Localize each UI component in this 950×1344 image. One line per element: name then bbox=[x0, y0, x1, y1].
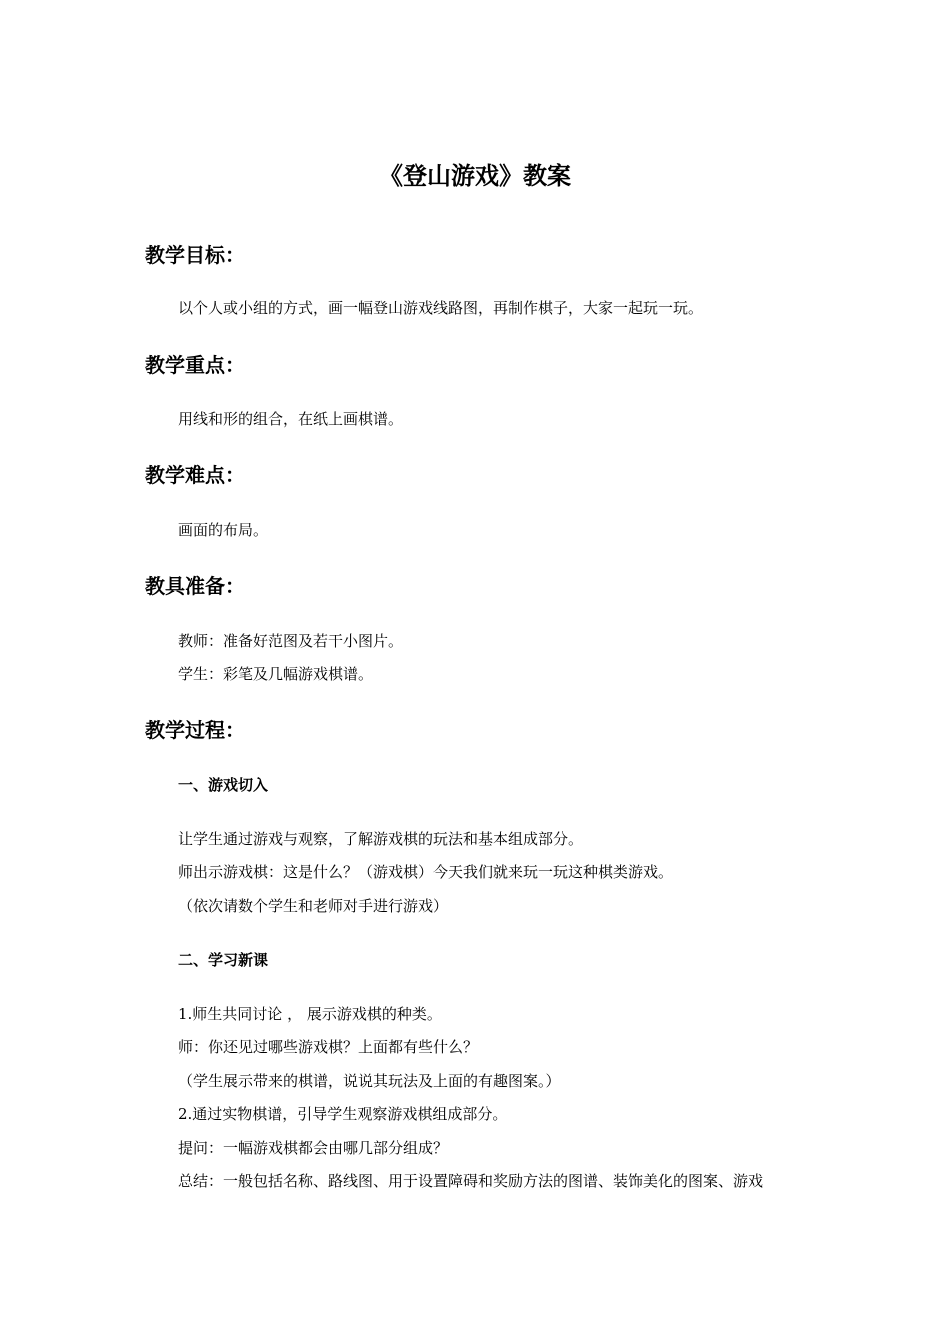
difficulty-line: 画面的布局。 bbox=[178, 521, 269, 539]
subsection-heading-part1: 一、游戏切入 bbox=[178, 776, 269, 794]
section-heading-process: 教学过程： bbox=[145, 718, 245, 742]
document-title: 《登山游戏》教案 bbox=[379, 162, 571, 190]
section-heading-difficulty: 教学难点： bbox=[145, 463, 245, 487]
process-line: 师：你还见过哪些游戏棋？上面都有些什么？ bbox=[178, 1038, 479, 1056]
section-heading-focus: 教学重点： bbox=[145, 353, 245, 377]
process-line: 让学生通过游戏与观察，了解游戏棋的玩法和基本组成部分。 bbox=[178, 830, 584, 848]
goal-line: 以个人或小组的方式，画一幅登山游戏线路图，再制作棋子，大家一起玩一玩。 bbox=[178, 299, 704, 317]
materials-line: 教师：准备好范图及若干小图片。 bbox=[178, 632, 404, 650]
process-line: 提问：一幅游戏棋都会由哪几部分组成？ bbox=[178, 1139, 449, 1157]
section-heading-goal: 教学目标： bbox=[145, 243, 245, 267]
focus-line: 用线和形的组合，在纸上画棋谱。 bbox=[178, 410, 404, 428]
process-line: （学生展示带来的棋谱，说说其玩法及上面的有趣图案。） bbox=[178, 1072, 561, 1090]
materials-line: 学生：彩笔及几幅游戏棋谱。 bbox=[178, 665, 374, 683]
process-line: 总结：一般包括名称、路线图、用于设置障碍和奖励方法的图谱、装饰美化的图案、游戏 bbox=[178, 1172, 764, 1190]
process-line: 2.通过实物棋谱，引导学生观察游戏棋组成部分。 bbox=[178, 1105, 508, 1123]
process-line: 师出示游戏棋：这是什么？（游戏棋）今天我们就来玩一玩这种棋类游戏。 bbox=[178, 863, 674, 881]
section-heading-materials: 教具准备： bbox=[145, 574, 245, 598]
process-line: 1.师生共同讨论 ， 展示游戏棋的种类。 bbox=[178, 1005, 442, 1023]
process-line: （依次请数个学生和老师对手进行游戏） bbox=[178, 897, 449, 915]
subsection-heading-part2: 二、学习新课 bbox=[178, 951, 269, 969]
